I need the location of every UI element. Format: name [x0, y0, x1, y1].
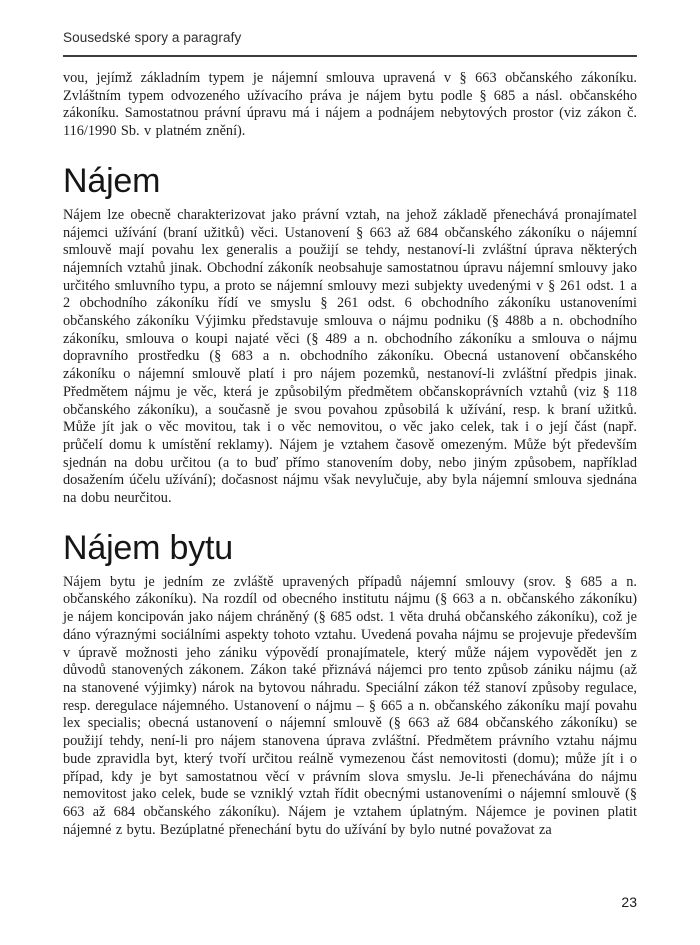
- section-najem-bytu: [63, 528, 637, 840]
- intro-paragraph: vou, jejímž základním typem je nájemní smlouva upravená v § 663 občanského zákoníku. Zvláštním typem odvozeného užívacího práva je nájem bytu podle § 685 a násl. občanského zákoníku. Samostatnou právní úpravu má i nájem a podnájem nebytových prostor (viz zákon č. 116/1990 Sb. v platném znění).: [63, 70, 637, 140]
- section-najem: [63, 161, 637, 508]
- section-heading-najem-bytu: Nájem bytu: [63, 528, 233, 567]
- header-rule: [63, 55, 637, 57]
- running-head: Sousedské spory a paragrafy: [63, 30, 242, 45]
- page-header: [63, 30, 637, 57]
- section-najem-bytu-paragraph: Nájem bytu je jedním ze zvláště upravených případů nájemní smlouvy (srov. § 685 a n. občanského zákoníku). Na rozdíl od obecného institutu nájmu (§ 663 a n. občanského zákoníku) je nájem koncipován jako nájem chráněný (§ 685 odst. 1 věta druhá občanského zákoníku), což je dáno výraznými sociálními aspekty tohoto vztahu. Uvedená povaha nájmu se projevuje především v úpravě možnosti jeho zániku výpovědí pronajímatele, který může nájem vypovědět jen z důvodů stanovených zákonem. Zákon také přiznává nájemci pro tento způsob zániku nájmu (až na stanovené výjimky) nárok na bytovou náhradu. Speciální zákon též stanoví způsoby regulace, resp. deregulace nájemného. Ustanovení o nájmu – § 665 a n. občanského zákoníku mají povahu lex specialis; obecná ustanovení o nájemní smlouvě (§ 663 až 684 občanského zákoníku) se použijí tehdy, není-li pro nájem stanovena úprava zvláštní. Předmětem právního vztahu nájmu bude zpravidla byt, který tvoří určitou reálně vymezenou část nemovitosti (domu); může jít i o případ, kdy je byt samostatnou věcí v právním slova smyslu. Je-li přenechávána do nájmu nemovitost jako celek, bude se vzniklý vztah řídit obecnými ustanoveními o nájemní smlouvě (§ 663 až 684 občanského zákoníku). Nájem je vztahem úplatným. Nájemce je povinen platit nájemné z bytu. Bezúplatné přenechání bytu do užívání by bylo nutné považovat za: [63, 573, 637, 838]
- page-number: 23: [621, 894, 637, 910]
- section-najem-paragraph: Nájem lze obecně charakterizovat jako právní vztah, na jehož základě přenechává pronajímatel nájemci užívání (braní užitků) věci. Ustanovení § 663 až 684 občanského zákoníku o nájemní smlouvě mají povahu lex generalis a použijí se tehdy, nestanoví-li zvláštní úprava některých nájemních vztahů jinak. Obchodní zákoník neobsahuje samostatnou úpravu nájemní smlouvy jako určitého smluvního typu, a proto se nájemní smlouvy mezi subjekty uvedenými v § 261 odst. 1 a 2 obchodního zákoníku řídí ve smyslu § 261 odst. 6 obchodního zákoníku ustanoveními občanského zákoníku Výjimku představuje smlouva o nájmu podniku (§ 488b a n. obchodního zákoníku, smlouva o koupi najaté věci (§ 489 a n. obchodního zákoníku a smlouva o nájmu dopravního prostředku (§ 683 a n. obchodního zákoníku. Obecná ustanovení občanského zákoníku o nájemní smlouvě platí i pro nájem pozemků, nestanoví-li zvláštní předpis jinak. Předmětem nájmu je věc, která je způsobilým předmětem občanskoprávních vztahů (viz § 118 občanského zákoníku), a současně je svou povahou způsobilá k užívání, resp. k braní užitků. Může jít jak o věc movitou, tak i o věc nemovitou, o věc jako celek, tak i o její část (např. průčelí domu k umístění reklamy). Nájem je vztahem časově omezeným. Může být především sjednán na dobu určitou (a to buď přímo stanovením doby, nebo jiným způsobem, například dosažením účelu užívání); dočasnost nájmu však nevylučuje, aby byla nájemní smlouva sjednána na dobu neurčitou.: [63, 206, 637, 507]
- section-heading-najem: Nájem: [63, 161, 161, 200]
